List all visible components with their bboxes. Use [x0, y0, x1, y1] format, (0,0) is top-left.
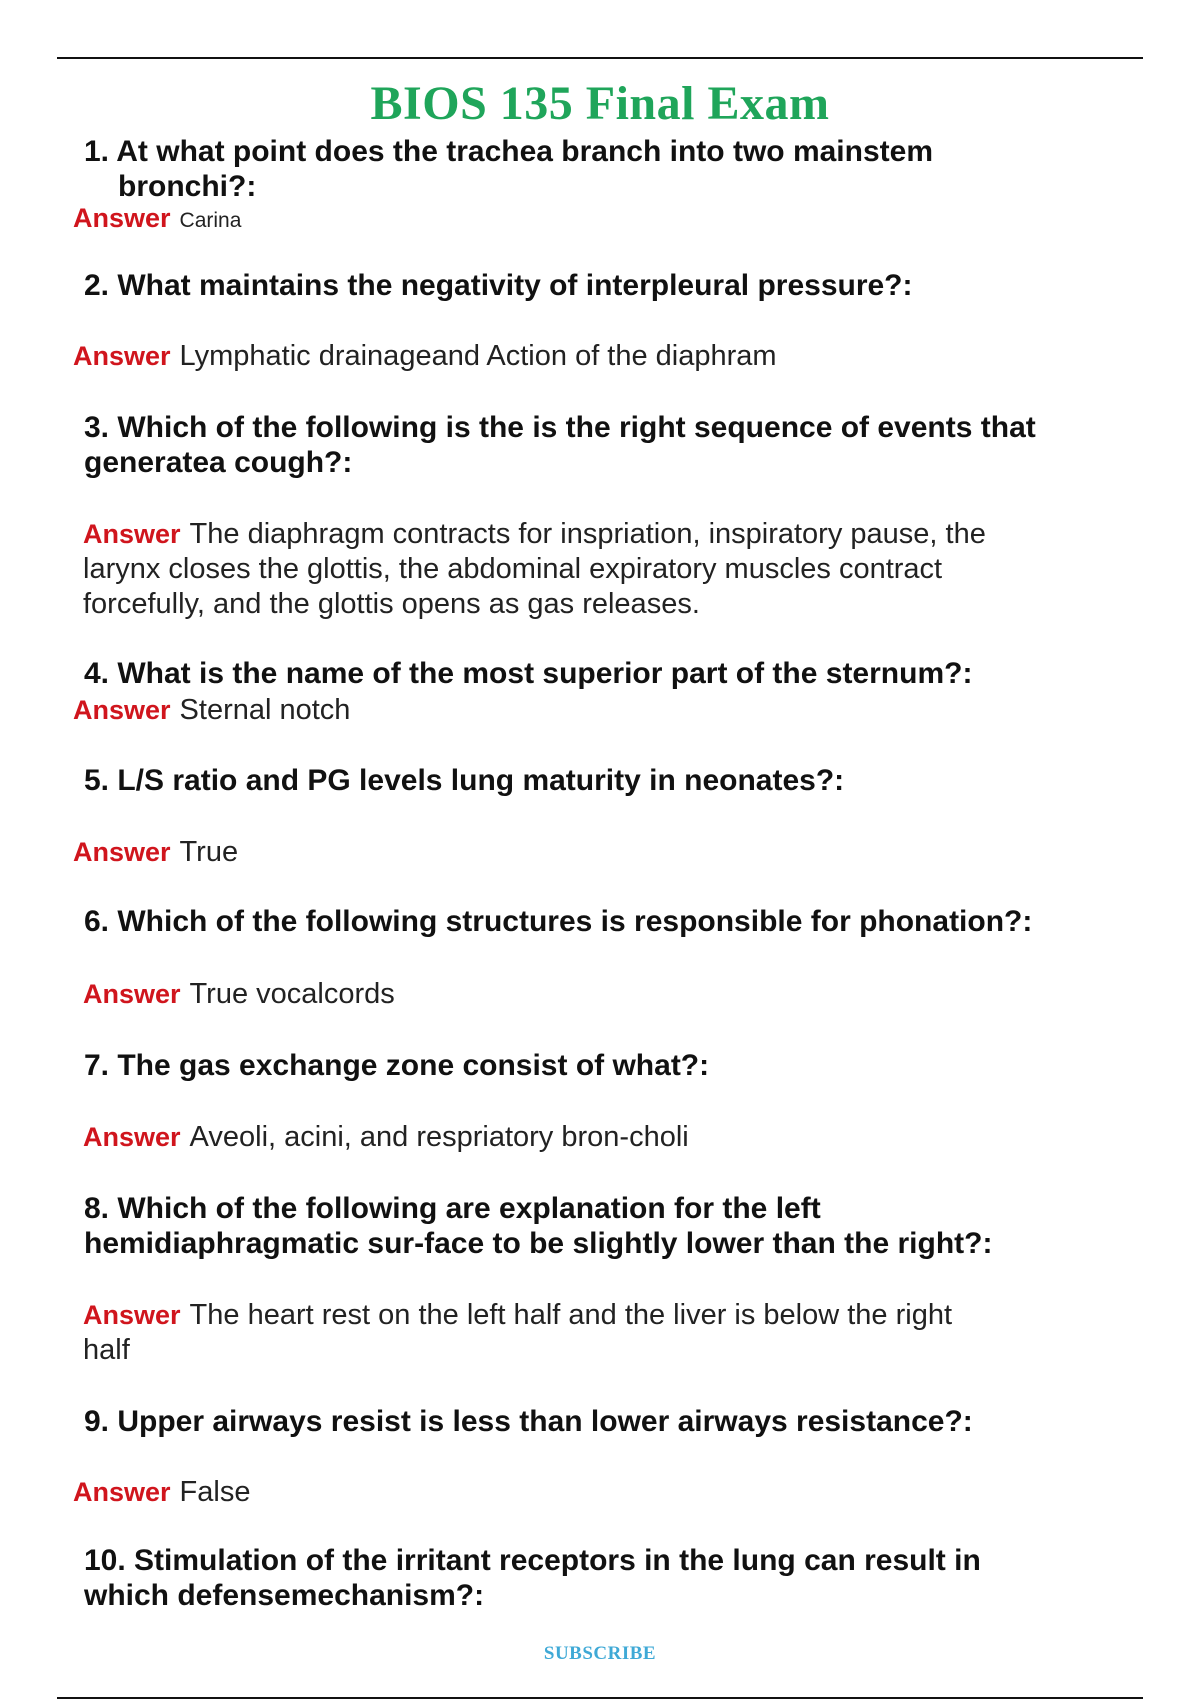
- answer-label: Answer: [83, 979, 181, 1009]
- question-7: [84, 1048, 709, 1083]
- question-4: [84, 656, 972, 691]
- question-2-line-1: 2. What maintains the negativity of interpleural pressure?:: [84, 269, 913, 302]
- page-title: BIOS 135 Final Exam: [370, 77, 830, 130]
- answer-1: [73, 201, 241, 238]
- question-4-line-1: 4. What is the name of the most superior part of the sternum?:: [84, 657, 973, 690]
- answer-2: [73, 339, 777, 374]
- answer-9-value: False: [179, 1476, 251, 1508]
- question-9-line-1: 9. Upper airways resist is less than lower airways resistance?:: [84, 1405, 973, 1438]
- question-10: [84, 1543, 981, 1613]
- question-8: [84, 1191, 992, 1261]
- answer-label: Answer: [73, 341, 171, 371]
- subscribe-link[interactable]: SUBSCRIBE: [543, 1643, 657, 1664]
- answer-6-value: True vocalcords: [189, 978, 395, 1010]
- question-8-line-1: 8. Which of the following are explanation for the left: [84, 1192, 821, 1225]
- answer-1-value: Carina: [179, 209, 242, 232]
- answer-7-value: Aveoli, acini, and respriatory bron-choli: [189, 1121, 689, 1153]
- answer-8-line-2: half: [83, 1334, 130, 1366]
- question-1-line-2: bronchi?:: [118, 170, 257, 203]
- question-3: [84, 410, 1036, 480]
- question-10-line-1: 10. Stimulation of the irritant receptors in the lung can result in: [84, 1544, 981, 1577]
- question-10-line-2: which defensemechanism?:: [84, 1579, 485, 1612]
- question-6: [84, 904, 1032, 939]
- answer-8-line-1: The heart rest on the left half and the liver is below the right: [189, 1299, 953, 1331]
- answer-5: [73, 835, 238, 870]
- question-8-line-2: hemidiaphragmatic sur-face to be slightly lower than the right?:: [84, 1227, 993, 1260]
- answer-label: Answer: [73, 695, 171, 725]
- question-1: [84, 134, 933, 204]
- question-5: [84, 763, 844, 798]
- question-9: [84, 1404, 973, 1439]
- question-7-line-1: 7. The gas exchange zone consist of what?:: [84, 1049, 710, 1082]
- answer-4: [73, 693, 350, 728]
- answer-3-line-1: The diaphragm contracts for inspriation, inspiratory pause, the: [189, 518, 986, 550]
- answer-7: [83, 1120, 689, 1155]
- answer-8: [83, 1298, 952, 1368]
- question-5-line-1: 5. L/S ratio and PG levels lung maturity in neonates?:: [84, 764, 845, 797]
- question-3-line-1: 3. Which of the following is the is the right sequence of events that: [84, 411, 1036, 444]
- answer-6: [83, 977, 395, 1012]
- answer-label: Answer: [83, 1300, 181, 1330]
- question-1-line-1: 1. At what point does the trachea branch into two mainstem: [84, 135, 933, 168]
- answer-2-value: Lymphatic drainageand Action of the diaphram: [179, 340, 777, 372]
- answer-3-line-2: larynx closes the glottis, the abdominal expiratory muscles contract: [83, 553, 943, 585]
- answer-3: [83, 517, 986, 622]
- answer-4-value: Sternal notch: [179, 694, 351, 726]
- answer-label: Answer: [73, 837, 171, 867]
- answer-label: Answer: [73, 203, 171, 233]
- answer-label: Answer: [83, 519, 181, 549]
- question-2: [84, 268, 913, 303]
- top-rule: [57, 57, 1143, 59]
- answer-9: [73, 1475, 250, 1510]
- answer-label: Answer: [83, 1122, 181, 1152]
- question-6-line-1: 6. Which of the following structures is responsible for phonation?:: [84, 905, 1033, 938]
- answer-label: Answer: [73, 1477, 171, 1507]
- answer-5-value: True: [179, 836, 239, 868]
- bottom-rule: [57, 1697, 1143, 1699]
- question-3-line-2: generatea cough?:: [84, 446, 353, 479]
- answer-3-line-3: forcefully, and the glottis opens as gas releases.: [83, 588, 700, 620]
